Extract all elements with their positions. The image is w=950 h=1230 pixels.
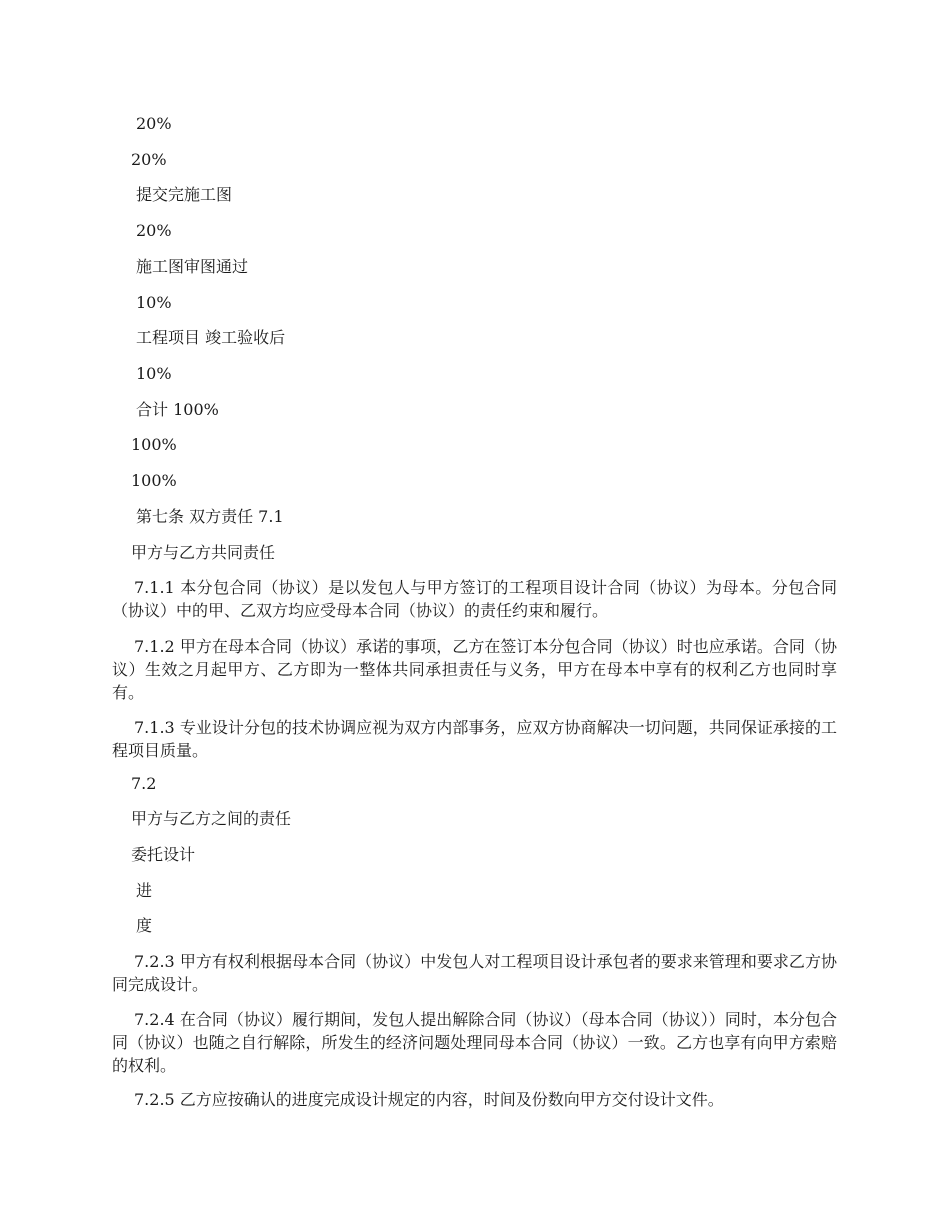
paragraph-7-1-3: 7.1.3 专业设计分包的技术协调应视为双方内部事务，应双方协商解决一切问题，共同保证承接的工程项目质量。 [112, 718, 837, 760]
text-line-20pct-3: 20% [136, 221, 172, 240]
text-line-progress-2: 度 [136, 916, 153, 935]
text-line-commission-design: 委托设计 [131, 845, 196, 864]
paragraph-7-2-5: 7.2.5 乙方应按确认的进度完成设计规定的内容，时间及份数向甲方交付设计文件。 [134, 1090, 724, 1109]
subsection-number-7-2: 7.2 [131, 774, 157, 793]
text-line-total: 合计 100% [136, 400, 219, 419]
text-line-submit-drawings: 提交完施工图 [136, 185, 233, 204]
text-line-10pct-2: 10% [136, 364, 172, 383]
text-line-20pct-2: 20% [131, 150, 167, 169]
subsection-heading-7-1: 甲方与乙方共同责任 [131, 543, 276, 562]
text-line-100pct-1: 100% [131, 435, 177, 454]
text-line-20pct-1: 20% [136, 114, 172, 133]
text-line-10pct-1: 10% [136, 293, 172, 312]
text-line-progress-1: 进 [136, 881, 153, 900]
text-line-100pct-2: 100% [131, 471, 177, 490]
paragraph-7-2-4: 7.2.4 在合同（协议）履行期间，发包人提出解除合同（协议）（母本合同（协议））同时，本分包合同（协议）也随之自行解除，所发生的经济问题处理同母本合同（协议）一致。乙方也享有向甲方索赔的权利。 [112, 1010, 837, 1075]
paragraph-7-2-3: 7.2.3 甲方有权利根据母本合同（协议）中发包人对工程项目设计承包者的要求来管理和要求乙方协同完成设计。 [112, 952, 837, 994]
text-line-acceptance: 工程项目 竣工验收后 [136, 328, 286, 347]
text-line-review-passed: 施工图审图通过 [136, 257, 249, 276]
section-heading-article-7: 第七条 双方责任 7.1 [136, 507, 284, 526]
subsection-heading-7-2: 甲方与乙方之间的责任 [131, 809, 292, 828]
paragraph-7-1-1: 7.1.1 本分包合同（协议）是以发包人与甲方签订的工程项目设计合同（协议）为母本。分包合同（协议）中的甲、乙双方均应受母本合同（协议）的责任约束和履行。 [112, 578, 837, 620]
paragraph-7-1-2: 7.1.2 甲方在母本合同（协议）承诺的事项，乙方在签订本分包合同（协议）时也应承诺。合同（协议）生效之月起甲方、乙方即为一整体共同承担责任与义务，甲方在母本中享有的权利乙方也同时享有。 [112, 637, 837, 702]
